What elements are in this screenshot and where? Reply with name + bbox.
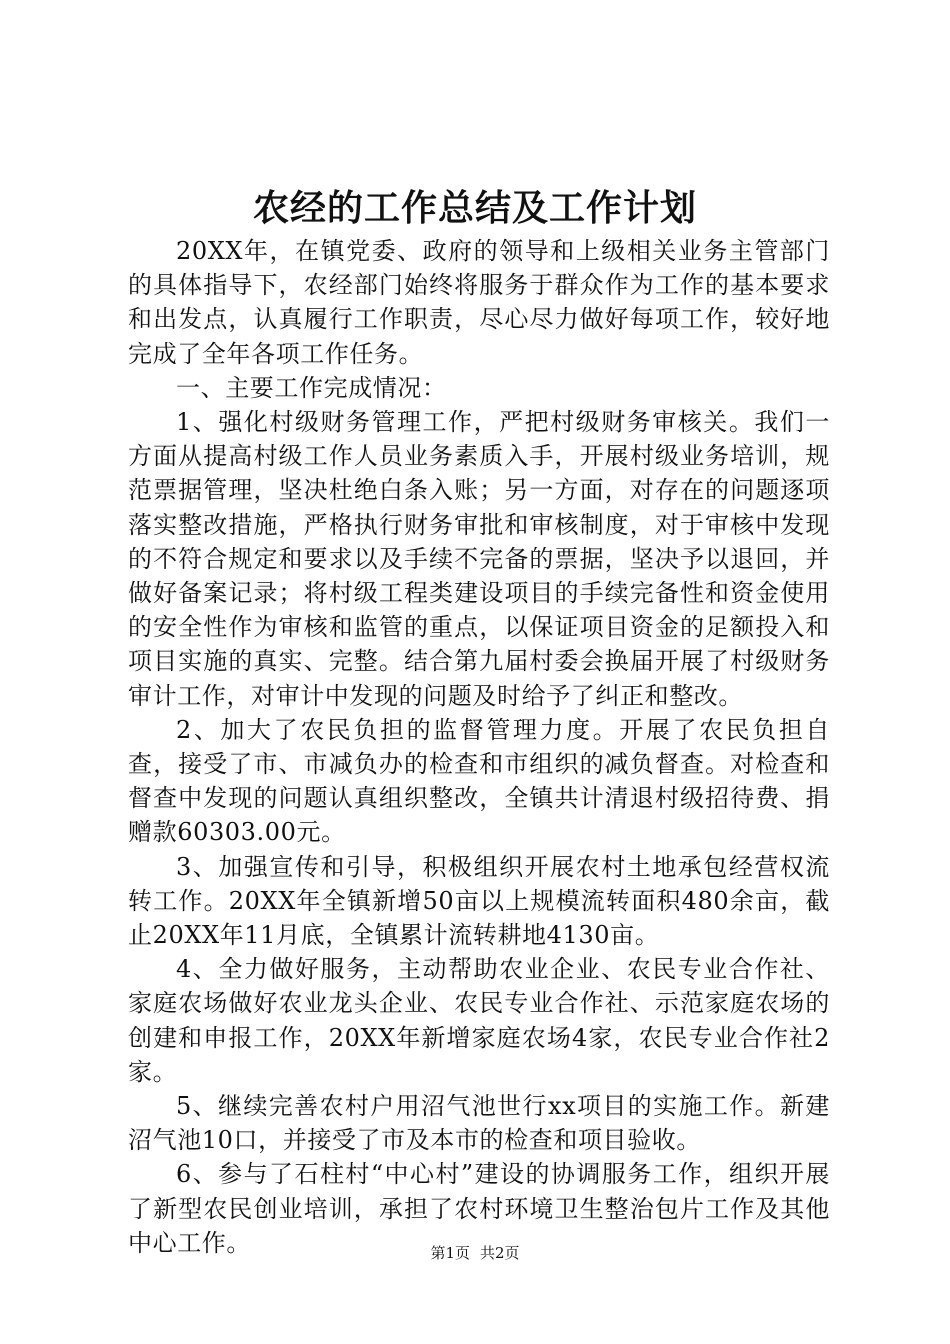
paragraph-item-6: 6、参与了石柱村“中心村”建设的协调服务工作，组织开展了新型农民创业培训，承担了农村环境卫生整治包片工作及其他中心工作。 <box>128 1160 830 1257</box>
page-number: 第1页 <box>430 1244 470 1262</box>
document-title: 农经的工作总结及工作计划 <box>252 187 697 229</box>
document-body <box>128 234 830 1260</box>
paragraph-item-1: 1、强化村级财务管理工作，严把村级财务审核关。我们一方面从提高村级工作人员业务素质入手，开展村级业务培训，规范票据管理，坚决杜绝白条入账；另一方面，对存在的问题逐项落实整改措施，严格执行财务审批和审核制度，对于审核中发现的不符合规定和要求以及手续不完备的票据，坚决予以退回，并做好备案记录；将村级工程类建设项目的手续完备性和资金使用的安全性作为审核和监管的重点，以保证项目资金的足额投入和项目实施的真实、完整。结合第九届村委会换届开展了村级财务审计工作，对审计中发现的问题及时给予了纠正和整改。 <box>128 408 830 710</box>
paragraph-item-3: 3、加强宣传和引导，积极组织开展农村土地承包经营权流转工作。20XX年全镇新增50亩以上规模流转面积480余亩，截止20XX年11月底，全镇累计流转耕地4130亩。 <box>128 852 830 950</box>
paragraph-item-4: 4、全力做好服务，主动帮助农业企业、农民专业合作社、家庭农场做好农业龙头企业、农民专业合作社、示范家庭农场的创建和申报工作，20XX年新增家庭农场4家，农民专业合作社2家。 <box>128 955 830 1086</box>
paragraph-item-5: 5、继续完善农村户用沼气池世行xx项目的实施工作。新建沼气池10口，并接受了市及本市的检查和项目验收。 <box>128 1092 830 1155</box>
section-heading: 一、主要工作完成情况： <box>176 373 447 402</box>
paragraph-intro: 20XX年，在镇党委、政府的领导和上级相关业务主管部门的具体指导下，农经部门始终将服务于群众作为工作的基本要求和出发点，认真履行工作职责，尽心尽力做好每项工作，较好地完成了全年各项工作任务。 <box>128 237 830 368</box>
paragraph-item-2: 2、加大了农民负担的监督管理力度。开展了农民负担自查，接受了市、市减负办的检查和市组织的减负督查。对检查和督查中发现的问题认真组织整改，全镇共计清退村级招待费、捐赠款60303.00元。 <box>128 715 830 847</box>
page-footer <box>0 1242 950 1264</box>
page-total: 共2页 <box>480 1244 520 1262</box>
